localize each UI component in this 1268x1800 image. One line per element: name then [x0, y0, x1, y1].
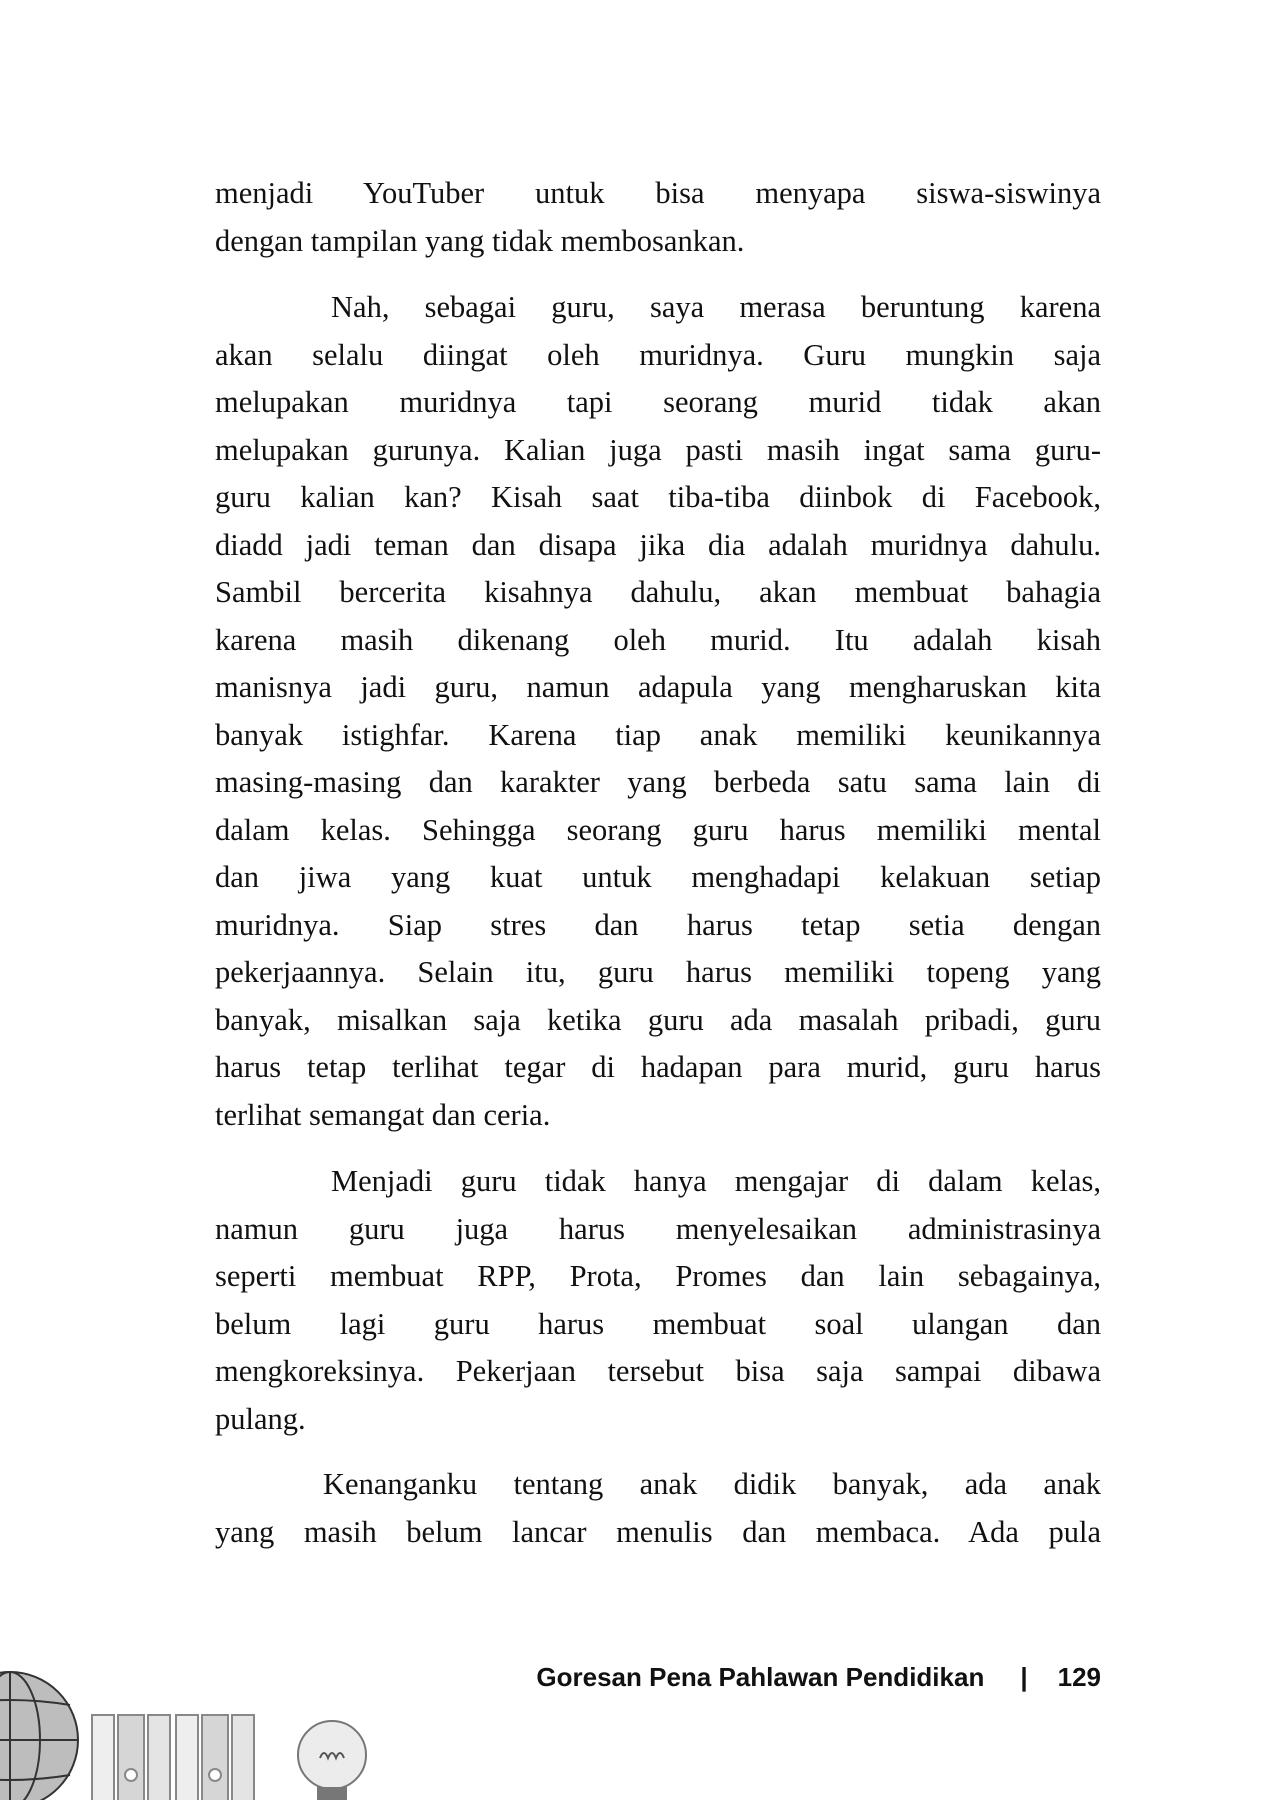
- text-line: belum lagi guru harus membuat soal ulangan dan: [215, 1306, 1101, 1341]
- text-line: mengkoreksinya. Pekerjaan tersebut bisa saja sampai dibawa: [215, 1354, 1101, 1388]
- text-line: manisnya jadi guru, namun adapula yang mengharuskan kita: [215, 670, 1101, 704]
- text-line: banyak, misalkan saja ketika guru ada masalah pribadi, guru: [215, 1002, 1101, 1037]
- footer-decoration: [0, 1650, 400, 1800]
- text-line: yang masih belum lancar menulis dan membaca. Ada pula: [215, 1514, 1101, 1549]
- text-line: guru kalian kan? Kisah saat tiba-tiba diinbok di Facebook,: [215, 480, 1101, 514]
- text-line: Nah, sebagai guru, saya merasa beruntung karena: [331, 290, 1101, 324]
- text-line: melupakan muridnya tapi seorang murid tidak akan: [215, 385, 1101, 419]
- text-line: Sambil bercerita kisahnya dahulu, akan membuat bahagia: [215, 575, 1101, 609]
- book-title: Goresan Pena Pahlawan Pendidikan: [536, 1662, 985, 1692]
- text-line: diadd jadi teman dan disapa jika dia adalah muridnya dahulu.: [215, 527, 1101, 562]
- text-line: seperti membuat RPP, Prota, Promes dan lain sebagainya,: [215, 1259, 1101, 1293]
- text-line: dengan tampilan yang tidak membosankan.: [215, 223, 745, 258]
- footer-separator: |: [1020, 1662, 1028, 1692]
- paragraph-3: [215, 1158, 1101, 1443]
- page-footer: [536, 1662, 1101, 1693]
- text-line: pekerjaannya. Selain itu, guru harus memiliki topeng yang: [215, 955, 1101, 989]
- text-line: Kenanganku tentang anak didik banyak, ada anak: [323, 1467, 1101, 1501]
- text-line: menjadi YouTuber untuk bisa menyapa siswa-siswinya: [215, 176, 1101, 210]
- paragraph-4: [215, 1461, 1101, 1556]
- page-number: 129: [1057, 1662, 1101, 1692]
- globe-icon: [0, 1672, 78, 1800]
- binder-icon: [92, 1715, 254, 1800]
- text-line: Menjadi guru tidak hanya mengajar di dalam kelas,: [331, 1164, 1101, 1198]
- paragraph-2: [215, 284, 1101, 1139]
- text-line: terlihat semangat dan ceria.: [215, 1097, 551, 1132]
- text-line: pulang.: [215, 1401, 306, 1436]
- text-line: melupakan gurunya. Kalian juga pasti masih ingat sama guru-: [215, 432, 1101, 467]
- lightbulb-icon: [298, 1721, 366, 1800]
- text-line: harus tetap terlihat tegar di hadapan para murid, guru harus: [215, 1050, 1101, 1084]
- text-line: banyak istighfar. Karena tiap anak memiliki keunikannya: [215, 717, 1101, 752]
- text-line: namun guru juga harus menyelesaikan administrasinya: [215, 1211, 1101, 1246]
- paragraph-1: [215, 170, 1101, 265]
- text-line: dan jiwa yang kuat untuk menghadapi kelakuan setiap: [215, 860, 1101, 894]
- text-line: karena masih dikenang oleh murid. Itu adalah kisah: [215, 622, 1101, 657]
- text-line: muridnya. Siap stres dan harus tetap setia dengan: [215, 907, 1101, 942]
- text-line: dalam kelas. Sehingga seorang guru harus memiliki mental: [215, 812, 1101, 847]
- text-line: masing-masing dan karakter yang berbeda satu sama lain di: [215, 765, 1101, 799]
- text-line: akan selalu diingat oleh muridnya. Guru mungkin saja: [215, 337, 1101, 372]
